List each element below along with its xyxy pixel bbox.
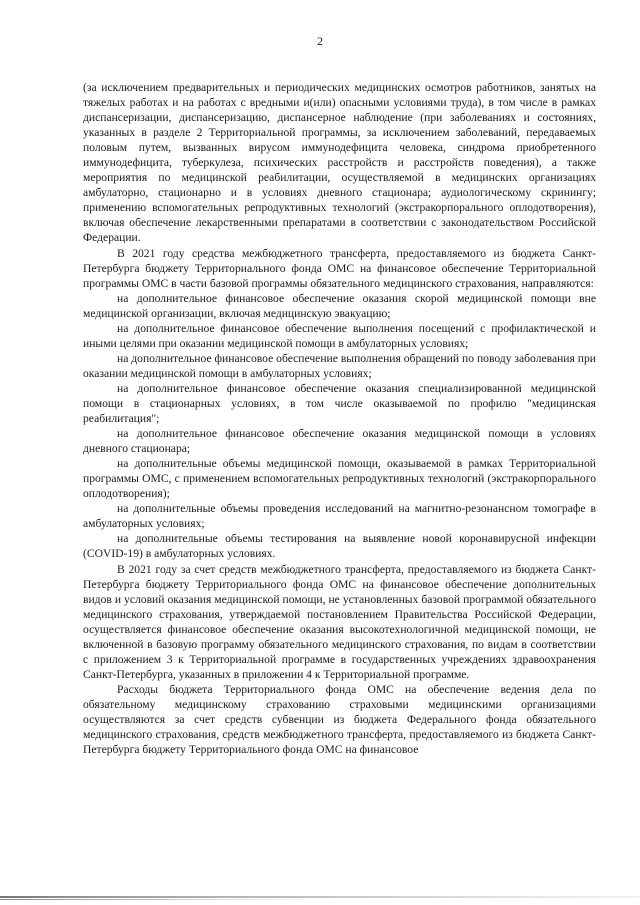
paragraph-transfer-purposes: В 2021 году средства межбюджетного трансферта, предоставляемого из бюджета Санкт-Петербурга бюджету Территориального фонда ОМС на финансовое обеспечение Территориальной программы ОМС в части базовой программы обязательного медицинского страхования, направляются:: [83, 246, 596, 290]
paragraph-high-tech-care: В 2021 году за счет средств межбюджетного трансферта, предоставляемого из бюджета Санкт-Петербурга бюджету Территориального фонда ОМС на финансовое обеспечение дополнительных видов и условий оказания медицинской помощи, не установленных базовой программой обязательного медицинского страхования, утверждаемой постановлением Правительства Российской Федерации, осуществляется финансовое обеспечение оказания высокотехнологичной медицинской помощи, не включенной в базовую программу обязательного медицинского страхования, по видам в соответствии с приложением 3 к Территориальной программе в государственных учреждениях здравоохранения Санкт-Петербурга, указанных в приложении 4 к Территориальной программе.: [83, 562, 596, 681]
list-item-covid-testing: на дополнительные объемы тестирования на выявление новой коронавирусной инфекции (COVID-19) в амбулаторных условиях.: [83, 532, 596, 561]
document-body: [83, 80, 596, 757]
page-number: 2: [317, 34, 323, 48]
paragraph-expenses: Расходы бюджета Территориального фонда ОМС на обеспечение ведения дела по обязательному медицинскому страхованию страховыми медицинскими организациями осуществляются за счет средств субвенции из бюджета Федерального фонда обязательного медицинского страхования, средств межбюджетного трансферта, предоставляемого из бюджета Санкт-Петербурга бюджету Территориального фонда ОМС на финансовое: [83, 682, 596, 757]
list-item-visits: на дополнительное финансовое обеспечение выполнения посещений с профилактической и иными целями при оказании медицинской помощи в амбулаторных условиях;: [83, 321, 596, 350]
list-item-ambulance: на дополнительное финансовое обеспечение оказания скорой медицинской помощи вне медицинской организации, включая медицинскую эвакуацию;: [83, 291, 596, 320]
scan-edge-line: [0, 896, 640, 898]
paragraph-continuation: (за исключением предварительных и периодических медицинских осмотров работников, занятых на тяжелых работах и на работах с вредными и(или) опасными условиями труда), в том числе в рамках диспансеризации, диспансеризацию, диспансерное наблюдение (при заболеваниях и состояниях, указанных в разделе 2 Территориальной программы, за исключением заболеваний, передаваемых половым путем, вызванных вирусом иммунодефицита человека, синдрома приобретенного иммунодефицита, туберкулеза, психических расстройств и расстройств поведения), а также мероприятия по медицинской реабилитации, осуществляемой в медицинских организациях амбулаторно, стационарно и в условиях дневного стационара; аудиологическому скринингу; применению вспомогательных репродуктивных технологий (экстракорпорального оплодотворения), включая обеспечение лекарственными препаратами в соответствии с законодательством Российской Федерации.: [83, 81, 596, 245]
list-item-day-hospital: на дополнительное финансовое обеспечение оказания медицинской помощи в условиях дневного стационара;: [83, 427, 596, 456]
scan-edge-shadow: [0, 899, 320, 900]
list-item-appeals: на дополнительное финансовое обеспечение выполнения обращений по поводу заболевания при оказании медицинской помощи в амбулаторных условиях;: [83, 351, 596, 380]
list-item-specialized-care: на дополнительное финансовое обеспечение оказания специализированной медицинской помощи в стационарных условиях, в том числе оказываемой по профилю "медицинская реабилитация";: [83, 381, 596, 426]
list-item-mri: на дополнительные объемы проведения исследований на магнитно-резонансном томографе в амбулаторных условиях;: [83, 502, 596, 531]
list-item-ivf: на дополнительные объемы медицинской помощи, оказываемой в рамках Территориальной программы ОМС, с применением вспомогательных репродуктивных технологий (экстракорпорального оплодотворения);: [83, 457, 596, 501]
